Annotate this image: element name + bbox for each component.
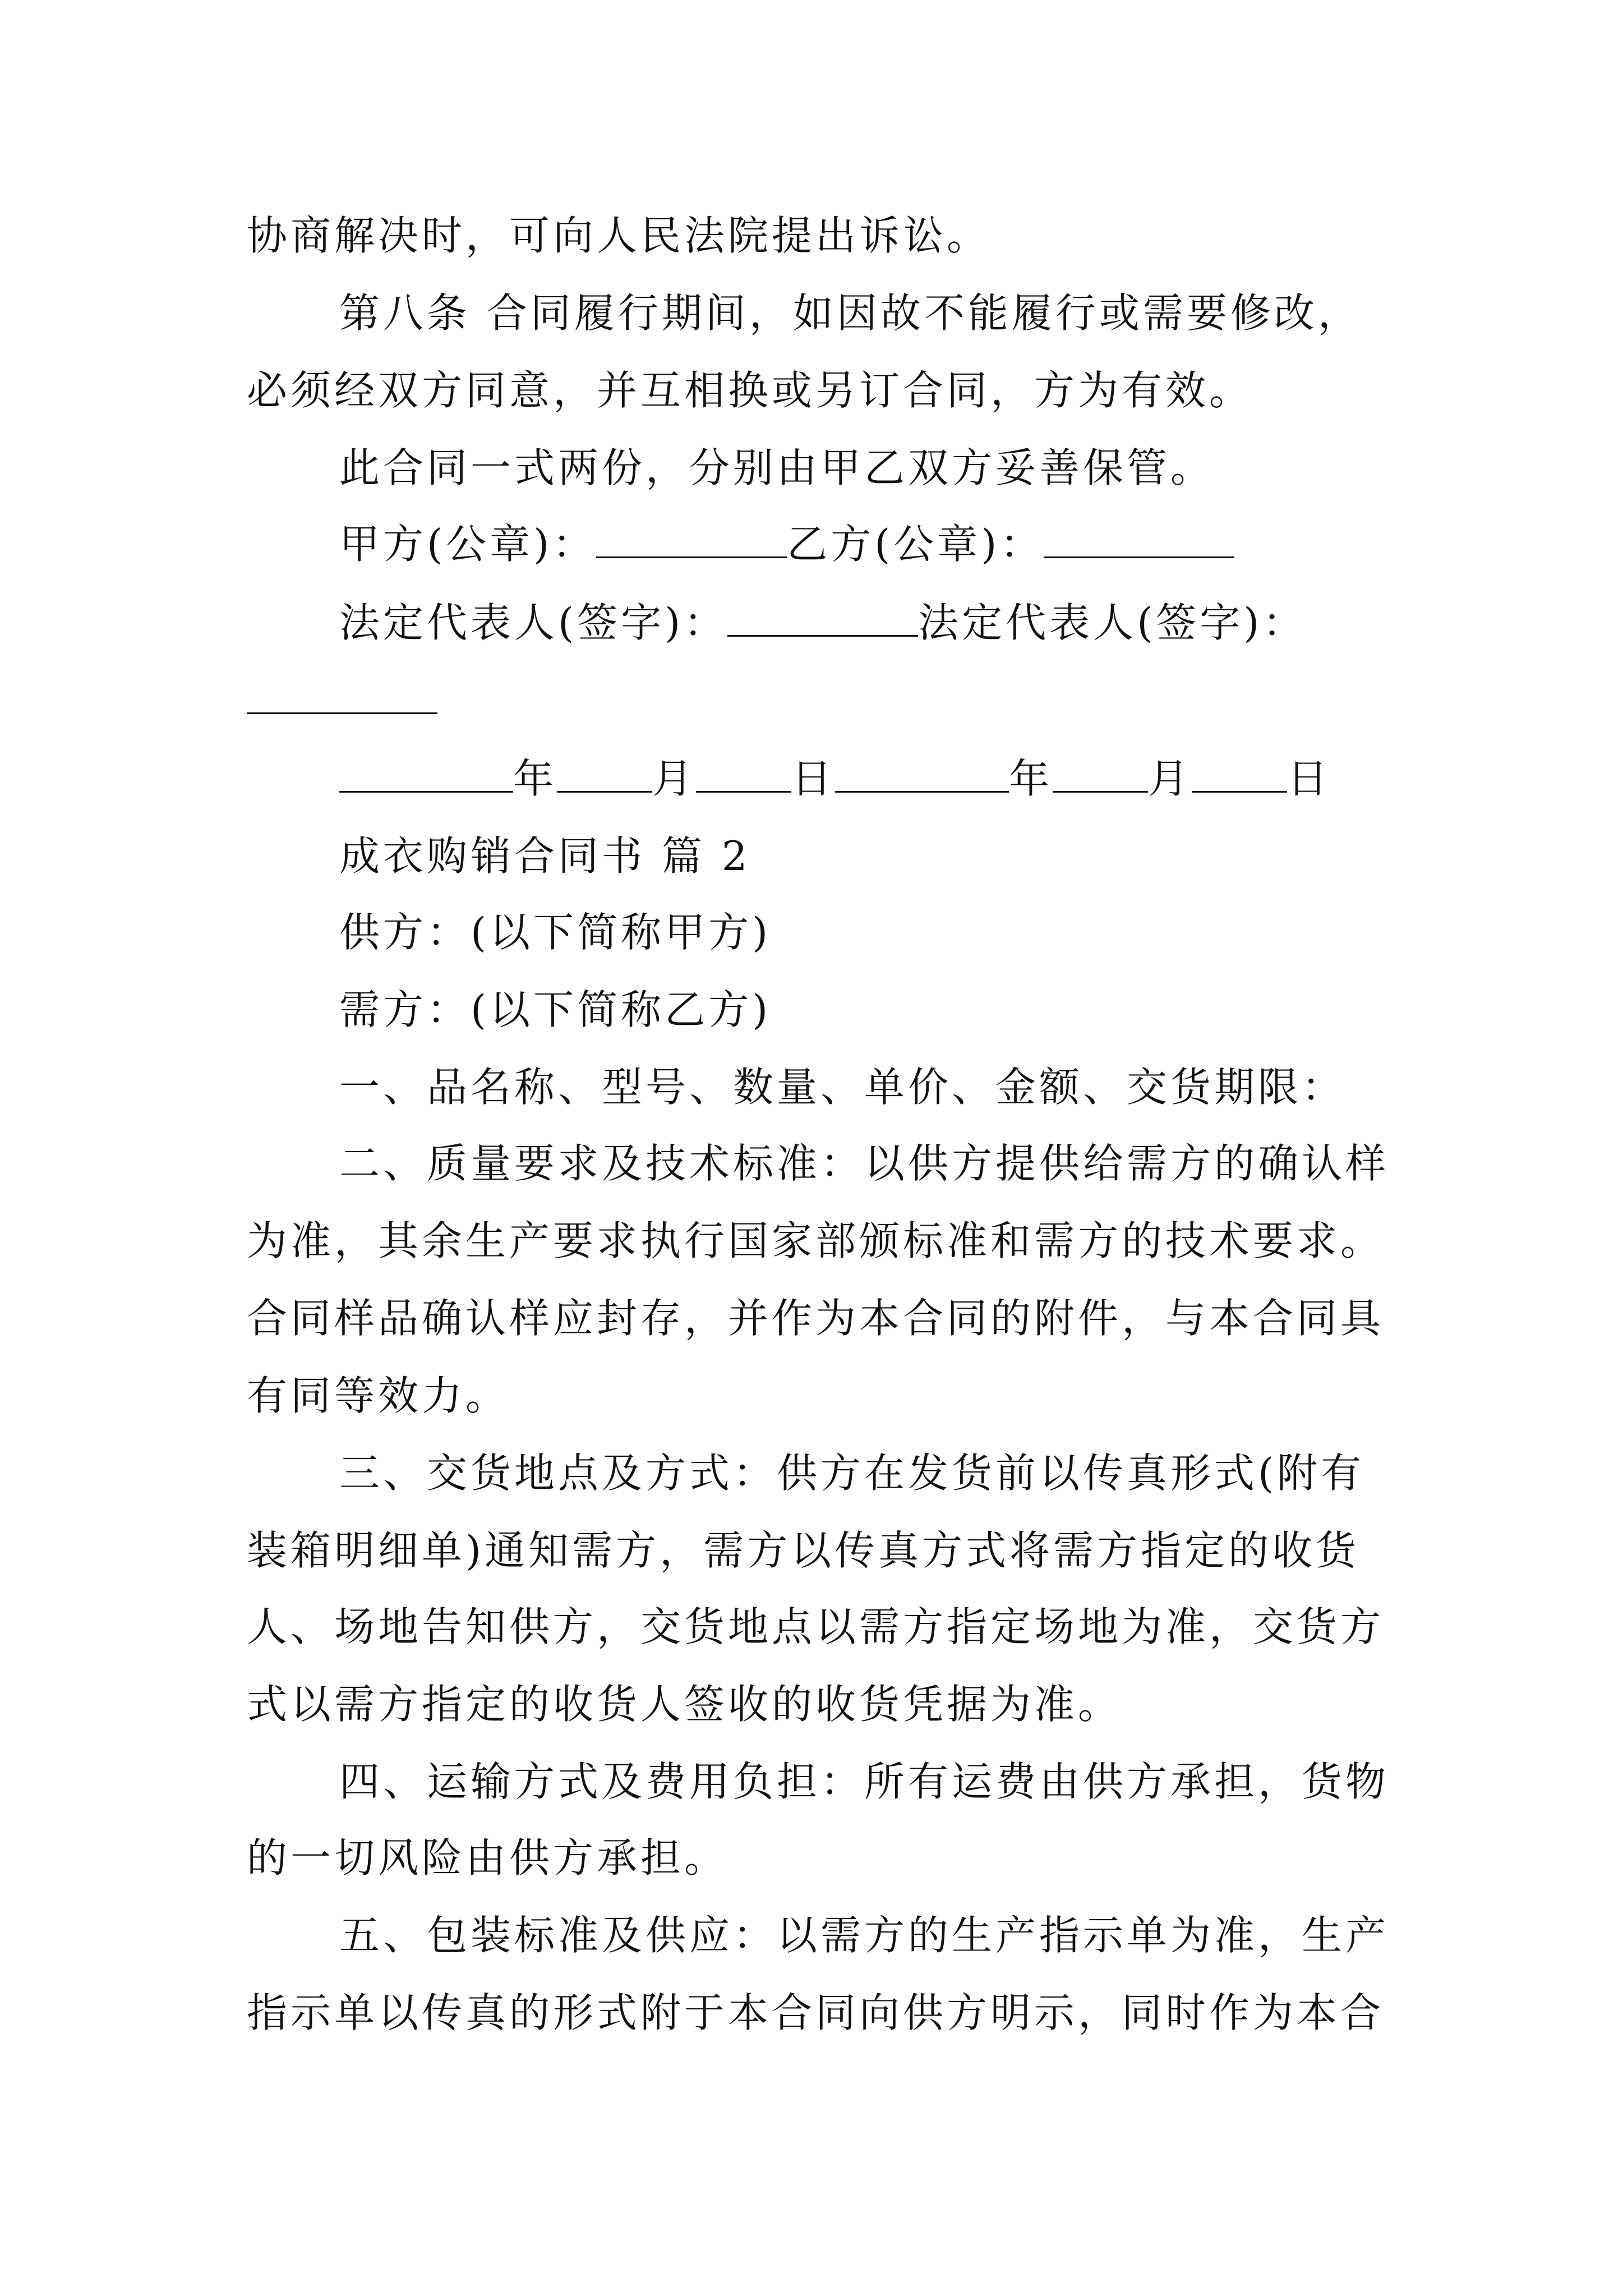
date-b-day-blank [1192,752,1287,793]
party-a-seal-blank [596,517,787,558]
body-line: 三、交货地点及方式：供方在发货前以传真形式(附有 [339,1450,1365,1497]
paragraph-line: 此合同一式两份，分别由甲乙双方妥善保管。 [339,444,1215,491]
rep-b-label: 法定代表人(签字)： [918,599,1307,646]
body-line: 二、质量要求及技术标准：以供方提供给需方的确认样 [339,1140,1390,1187]
body-line: 有同等效力。 [247,1372,510,1419]
body-line: 为准，其余生产要求执行国家部颁标准和需方的技术要求。 [247,1217,1385,1264]
date-b-year: 年 [1009,755,1053,802]
body-line: 一、品名称、型号、数量、单价、金额、交货期限： [339,1064,1346,1111]
buyer-line: 需方：(以下简称乙方) [339,986,772,1033]
paragraph-line: 第八条 合同履行期间，如因故不能履行或需要修改， [339,289,1362,337]
rep-a-blank [727,596,918,637]
date-a-month: 月 [652,755,697,802]
section-title: 成衣购销合同书 篇 2 [339,832,751,880]
date-b-day: 日 [1287,755,1331,802]
rep-b-blank-row [247,673,437,727]
date-b-year-blank [835,752,1009,793]
body-line: 指示单以传真的形式附于本合同向供方明示，同时作为本合 [247,1989,1385,2036]
date-row [339,752,1331,806]
date-b-month: 月 [1148,755,1192,802]
seal-row [339,517,1234,571]
body-line: 五、包装标准及供应：以需方的生产指示单为准，生产 [339,1912,1390,1959]
date-b-month-blank [1053,752,1148,793]
rep-b-blank [247,673,437,714]
body-line: 的一切风险由供方承担。 [247,1834,728,1881]
body-line: 式以需方指定的收货人签收的收货凭据为准。 [247,1681,1122,1728]
body-line: 合同样品确认样应封存，并作为本合同的附件，与本合同具 [247,1295,1385,1342]
date-a-year-blank [339,752,513,793]
supplier-line: 供方：(以下简称甲方) [339,909,772,956]
paragraph-line: 必须经双方同意，并互相换或另订合同，方为有效。 [247,367,1253,414]
date-a-day-blank [696,752,791,793]
paragraph-line: 协商解决时，可向人民法院提出诉讼。 [247,212,991,259]
body-line: 四、运输方式及费用负担：所有运费由供方承担，货物 [339,1758,1390,1805]
rep-a-label: 法定代表人(签字)： [339,599,728,646]
party-a-seal-label: 甲方(公章)： [339,521,597,568]
date-a-year: 年 [513,755,557,802]
body-line: 人、场地告知供方，交货地点以需方指定场地为准，交货方 [247,1603,1385,1650]
party-b-seal-blank [1044,517,1234,558]
party-b-seal-label: 乙方(公章)： [787,521,1044,568]
representative-row [339,596,1306,650]
body-line: 装箱明细单)通知需方，需方以传真方式将需方指定的收货 [247,1527,1360,1574]
date-a-month-blank [557,752,652,793]
date-a-day: 日 [791,755,836,802]
